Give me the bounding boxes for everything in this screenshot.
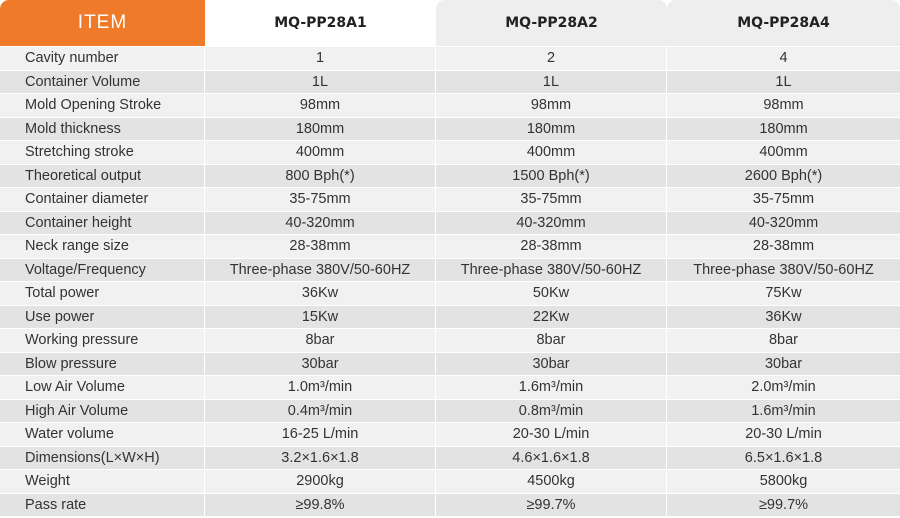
value-cell: 22Kw <box>436 306 667 329</box>
value-cell: 8bar <box>436 329 667 352</box>
value-cell: 98mm <box>205 94 436 117</box>
value-cell: 4 <box>779 50 788 67</box>
value-cell: 1L <box>205 71 436 94</box>
table-row <box>0 117 900 141</box>
value-cell: 1.6m³/min <box>436 376 667 399</box>
row-label: Use power <box>0 306 205 329</box>
value-cell: Three-phase 380V/50-60HZ <box>693 261 874 278</box>
value-cell: 1L <box>436 71 667 94</box>
value-cell: 75Kw <box>765 285 802 302</box>
row-label: Total power <box>0 282 205 305</box>
row-label: Cavity number <box>0 47 205 70</box>
value-cell: 4.6×1.6×1.8 <box>436 447 667 470</box>
row-label: High Air Volume <box>0 400 205 423</box>
value-cell: ≥99.8% <box>205 494 436 517</box>
value-cell: 400mm <box>205 141 436 164</box>
table-row <box>0 469 900 493</box>
value-cell: 35-75mm <box>436 188 667 211</box>
row-label: Voltage/Frequency <box>0 259 205 282</box>
value-cell: 40-320mm <box>748 214 819 231</box>
table-row <box>0 93 900 117</box>
model-header-mq-pp28a1: MQ-PP28A1 <box>205 0 436 46</box>
value-cell: 98mm <box>763 97 804 114</box>
value-cell: 5800kg <box>759 473 808 490</box>
table-row <box>0 187 900 211</box>
value-cell: 30bar <box>436 353 667 376</box>
table-row <box>0 446 900 470</box>
value-cell: 4500kg <box>436 470 667 493</box>
row-label: Working pressure <box>0 329 205 352</box>
value-cell: 40-320mm <box>436 212 667 235</box>
row-label: Low Air Volume <box>0 376 205 399</box>
model-header-mq-pp28a4: MQ-PP28A4 <box>667 0 900 46</box>
value-cell: 1.0m³/min <box>205 376 436 399</box>
table-row <box>0 281 900 305</box>
value-cell: 20-30 L/min <box>745 426 822 443</box>
table-row <box>0 164 900 188</box>
table-row <box>0 399 900 423</box>
table-row <box>0 258 900 282</box>
model-header-mq-pp28a2: MQ-PP28A2 <box>436 0 667 46</box>
value-cell: 16-25 L/min <box>205 423 436 446</box>
table-row <box>0 493 900 517</box>
row-label: Water volume <box>0 423 205 446</box>
table-row <box>0 70 900 94</box>
row-label: Container height <box>0 212 205 235</box>
table-row <box>0 211 900 235</box>
row-label: Stretching stroke <box>0 141 205 164</box>
row-label: Pass rate <box>0 494 205 517</box>
value-cell: 20-30 L/min <box>436 423 667 446</box>
value-cell: 8bar <box>768 332 799 349</box>
value-cell: 800 Bph(*) <box>205 165 436 188</box>
value-cell: Three-phase 380V/50-60HZ <box>436 259 667 282</box>
value-cell: 30bar <box>205 353 436 376</box>
table-header <box>0 0 900 46</box>
item-header-cell: ITEM <box>0 0 205 46</box>
value-cell: 8bar <box>205 329 436 352</box>
value-cell: 30bar <box>764 355 803 372</box>
table-body <box>0 46 900 516</box>
value-cell: 180mm <box>759 120 808 137</box>
value-cell: 35-75mm <box>205 188 436 211</box>
row-label: Mold thickness <box>0 118 205 141</box>
value-cell: 180mm <box>205 118 436 141</box>
value-cell: 50Kw <box>436 282 667 305</box>
table-row <box>0 305 900 329</box>
table-row <box>0 422 900 446</box>
value-cell: 40-320mm <box>205 212 436 235</box>
value-cell: 400mm <box>436 141 667 164</box>
value-cell: 28-38mm <box>436 235 667 258</box>
value-cell: 36Kw <box>765 308 802 325</box>
value-cell: ≥99.7% <box>758 496 809 513</box>
value-cell: 2900kg <box>205 470 436 493</box>
table-row <box>0 46 900 70</box>
table-row <box>0 234 900 258</box>
value-cell: 35-75mm <box>752 191 815 208</box>
table-row <box>0 140 900 164</box>
value-cell: 3.2×1.6×1.8 <box>205 447 436 470</box>
table-row <box>0 375 900 399</box>
row-label: Theoretical output <box>0 165 205 188</box>
value-cell: 2600 Bph(*) <box>744 167 823 184</box>
row-label: Mold Opening Stroke <box>0 94 205 117</box>
value-cell: 180mm <box>436 118 667 141</box>
value-cell: 28-38mm <box>752 238 815 255</box>
value-cell: 1500 Bph(*) <box>436 165 667 188</box>
value-cell: 28-38mm <box>205 235 436 258</box>
value-cell: Three-phase 380V/50-60HZ <box>205 259 436 282</box>
value-cell: 1L <box>775 73 792 90</box>
value-cell: 15Kw <box>205 306 436 329</box>
table-row <box>0 328 900 352</box>
row-label: Neck range size <box>0 235 205 258</box>
value-cell: 6.5×1.6×1.8 <box>744 449 823 466</box>
value-cell: 36Kw <box>205 282 436 305</box>
value-cell: ≥99.7% <box>436 494 667 517</box>
value-cell: 98mm <box>436 94 667 117</box>
row-label: Container Volume <box>0 71 205 94</box>
row-label: Blow pressure <box>0 353 205 376</box>
value-cell: 0.4m³/min <box>205 400 436 423</box>
row-label: Dimensions(L×W×H) <box>0 447 205 470</box>
value-cell: 2 <box>436 47 667 70</box>
value-cell: 1.6m³/min <box>751 402 816 419</box>
value-cell: 0.8m³/min <box>436 400 667 423</box>
row-label: Weight <box>0 470 205 493</box>
value-cell: 2.0m³/min <box>751 379 816 396</box>
row-label: Container diameter <box>0 188 205 211</box>
value-cell: 1 <box>205 47 436 70</box>
value-cell: 400mm <box>759 144 808 161</box>
table-row <box>0 352 900 376</box>
